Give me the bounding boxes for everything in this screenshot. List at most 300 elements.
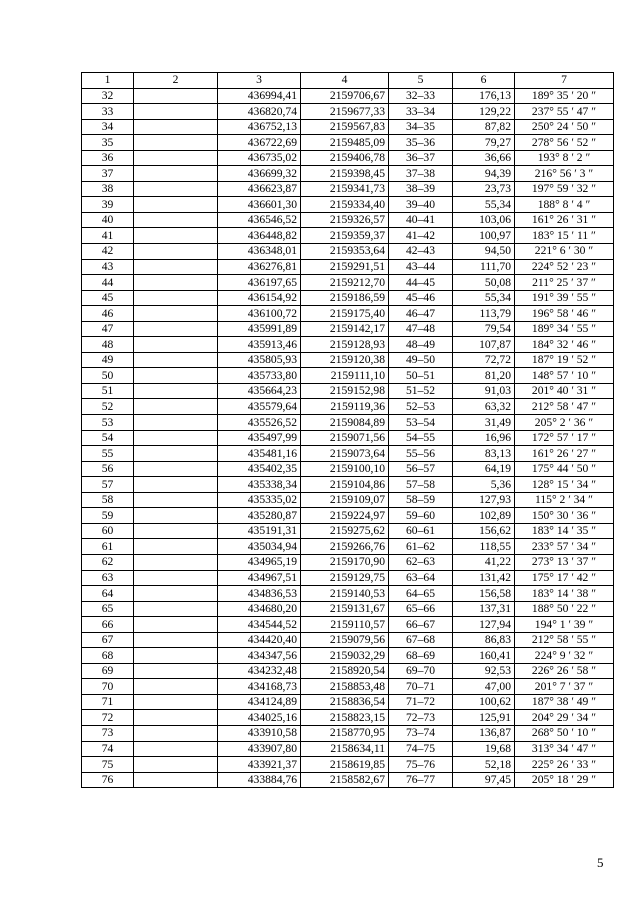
direction-angle-cell: 313° 34 ′ 47 ″ (515, 741, 614, 757)
x-coordinate-cell: 434544,52 (218, 617, 301, 633)
y-coordinate-cell: 2159359,37 (301, 228, 389, 244)
table-row (82, 617, 614, 633)
empty-cell (134, 415, 218, 431)
x-coordinate-cell: 434124,89 (218, 694, 301, 710)
segment-cell: 50–51 (389, 368, 453, 384)
x-coordinate-cell: 436722,69 (218, 135, 301, 151)
direction-angle-cell: 237° 55 ′ 47 ″ (515, 104, 614, 120)
empty-cell (134, 259, 218, 275)
y-coordinate-cell: 2159129,75 (301, 570, 389, 586)
direction-angle-cell: 278° 56 ′ 52 ″ (515, 135, 614, 151)
x-coordinate-cell: 435805,93 (218, 352, 301, 368)
x-coordinate-cell: 435191,31 (218, 523, 301, 539)
table-row (82, 321, 614, 337)
segment-cell: 35–36 (389, 135, 453, 151)
y-coordinate-cell: 2159341,73 (301, 181, 389, 197)
y-coordinate-cell: 2159186,59 (301, 290, 389, 306)
table-row (82, 679, 614, 695)
table-row (82, 88, 614, 104)
segment-cell: 56–57 (389, 461, 453, 477)
length-cell: 5,36 (453, 477, 515, 493)
y-coordinate-cell: 2159224,97 (301, 508, 389, 524)
point-number-cell: 63 (82, 570, 134, 586)
point-number-cell: 51 (82, 383, 134, 399)
page-number: 5 (597, 855, 604, 870)
direction-angle-cell: 224° 52 ′ 23 ″ (515, 259, 614, 275)
length-cell: 41,22 (453, 554, 515, 570)
segment-cell: 57–58 (389, 477, 453, 493)
y-coordinate-cell: 2158770,95 (301, 725, 389, 741)
length-cell: 136,87 (453, 725, 515, 741)
point-number-cell: 67 (82, 632, 134, 648)
y-coordinate-cell: 2159032,29 (301, 648, 389, 664)
y-coordinate-cell: 2159079,56 (301, 632, 389, 648)
direction-angle-cell: 188° 50 ′ 22 ″ (515, 601, 614, 617)
table-row (82, 166, 614, 182)
y-coordinate-cell: 2158853,48 (301, 679, 389, 695)
segment-cell: 47–48 (389, 321, 453, 337)
length-cell: 72,72 (453, 352, 515, 368)
x-coordinate-cell: 436100,72 (218, 306, 301, 322)
segment-cell: 39–40 (389, 197, 453, 213)
length-cell: 137,31 (453, 601, 515, 617)
empty-cell (134, 477, 218, 493)
segment-cell: 73–74 (389, 725, 453, 741)
y-coordinate-cell: 2159398,45 (301, 166, 389, 182)
point-number-cell: 74 (82, 741, 134, 757)
x-coordinate-cell: 436699,32 (218, 166, 301, 182)
segment-cell: 69–70 (389, 663, 453, 679)
x-coordinate-cell: 436601,30 (218, 197, 301, 213)
length-cell: 83,13 (453, 446, 515, 462)
direction-angle-cell: 225° 26 ′ 33 ″ (515, 757, 614, 773)
point-number-cell: 69 (82, 663, 134, 679)
segment-cell: 58–59 (389, 492, 453, 508)
direction-angle-cell: 212° 58 ′ 47 ″ (515, 399, 614, 415)
direction-angle-cell: 184° 32 ′ 46 ″ (515, 337, 614, 353)
empty-cell (134, 150, 218, 166)
point-number-cell: 39 (82, 197, 134, 213)
segment-cell: 52–53 (389, 399, 453, 415)
length-cell: 31,49 (453, 415, 515, 431)
y-coordinate-cell: 2159100,10 (301, 461, 389, 477)
table-row (82, 181, 614, 197)
table-row (82, 150, 614, 166)
segment-cell: 34–35 (389, 119, 453, 135)
x-coordinate-cell: 436448,82 (218, 228, 301, 244)
y-coordinate-cell: 2159406,78 (301, 150, 389, 166)
y-coordinate-cell: 2159567,83 (301, 119, 389, 135)
y-coordinate-cell: 2159677,33 (301, 104, 389, 120)
column-header-4: 4 (301, 73, 389, 89)
direction-angle-cell: 197° 59 ′ 32 ″ (515, 181, 614, 197)
table-row (82, 492, 614, 508)
point-number-cell: 53 (82, 415, 134, 431)
empty-cell (134, 632, 218, 648)
point-number-cell: 56 (82, 461, 134, 477)
empty-cell (134, 492, 218, 508)
table-row (82, 290, 614, 306)
length-cell: 81,20 (453, 368, 515, 384)
direction-angle-cell: 273° 13 ′ 37 ″ (515, 554, 614, 570)
segment-cell: 49–50 (389, 352, 453, 368)
direction-angle-cell: 150° 30 ′ 36 ″ (515, 508, 614, 524)
x-coordinate-cell: 436276,81 (218, 259, 301, 275)
length-cell: 91,03 (453, 383, 515, 399)
table-row (82, 212, 614, 228)
y-coordinate-cell: 2158920,54 (301, 663, 389, 679)
segment-cell: 59–60 (389, 508, 453, 524)
direction-angle-cell: 268° 50 ′ 10 ″ (515, 725, 614, 741)
direction-angle-cell: 183° 14 ′ 35 ″ (515, 523, 614, 539)
y-coordinate-cell: 2159140,53 (301, 586, 389, 602)
point-number-cell: 72 (82, 710, 134, 726)
direction-angle-cell: 211° 25 ′ 37 ″ (515, 275, 614, 291)
x-coordinate-cell: 436735,02 (218, 150, 301, 166)
y-coordinate-cell: 2159111,10 (301, 368, 389, 384)
length-cell: 86,83 (453, 632, 515, 648)
point-number-cell: 73 (82, 725, 134, 741)
direction-angle-cell: 224° 9 ′ 32 ″ (515, 648, 614, 664)
table-row (82, 554, 614, 570)
segment-cell: 51–52 (389, 383, 453, 399)
x-coordinate-cell: 434232,48 (218, 663, 301, 679)
table-row (82, 244, 614, 260)
empty-cell (134, 244, 218, 260)
length-cell: 55,34 (453, 290, 515, 306)
point-number-cell: 35 (82, 135, 134, 151)
empty-cell (134, 104, 218, 120)
point-number-cell: 43 (82, 259, 134, 275)
y-coordinate-cell: 2159131,67 (301, 601, 389, 617)
table-row (82, 337, 614, 353)
x-coordinate-cell: 433921,37 (218, 757, 301, 773)
segment-cell: 67–68 (389, 632, 453, 648)
y-coordinate-cell: 2159706,67 (301, 88, 389, 104)
y-coordinate-cell: 2159071,56 (301, 430, 389, 446)
x-coordinate-cell: 434168,73 (218, 679, 301, 695)
length-cell: 50,08 (453, 275, 515, 291)
y-coordinate-cell: 2159175,40 (301, 306, 389, 322)
direction-angle-cell: 201° 40 ′ 31 ″ (515, 383, 614, 399)
segment-cell: 38–39 (389, 181, 453, 197)
direction-angle-cell: 193° 8 ′ 2 ″ (515, 150, 614, 166)
length-cell: 79,54 (453, 321, 515, 337)
x-coordinate-cell: 436623,87 (218, 181, 301, 197)
point-number-cell: 37 (82, 166, 134, 182)
column-header-2: 2 (134, 73, 218, 89)
table-header-row (82, 73, 614, 89)
direction-angle-cell: 161° 26 ′ 27 ″ (515, 446, 614, 462)
segment-cell: 33–34 (389, 104, 453, 120)
x-coordinate-cell: 435526,52 (218, 415, 301, 431)
table-row (82, 399, 614, 415)
direction-angle-cell: 221° 6 ′ 30 ″ (515, 244, 614, 260)
segment-cell: 72–73 (389, 710, 453, 726)
table-row (82, 306, 614, 322)
table-row (82, 446, 614, 462)
direction-angle-cell: 187° 38 ′ 49 ″ (515, 694, 614, 710)
segment-cell: 70–71 (389, 679, 453, 695)
x-coordinate-cell: 436752,13 (218, 119, 301, 135)
table-row (82, 648, 614, 664)
length-cell: 16,96 (453, 430, 515, 446)
empty-cell (134, 368, 218, 384)
x-coordinate-cell: 436994,41 (218, 88, 301, 104)
segment-cell: 76–77 (389, 772, 453, 788)
empty-cell (134, 88, 218, 104)
point-number-cell: 41 (82, 228, 134, 244)
direction-angle-cell: 188° 8 ′ 4 ″ (515, 197, 614, 213)
table-row (82, 275, 614, 291)
direction-angle-cell: 183° 14 ′ 38 ″ (515, 586, 614, 602)
y-coordinate-cell: 2158619,85 (301, 757, 389, 773)
direction-angle-cell: 216° 56 ′ 3 ″ (515, 166, 614, 182)
x-coordinate-cell: 436348,01 (218, 244, 301, 260)
segment-cell: 75–76 (389, 757, 453, 773)
direction-angle-cell: 205° 18 ′ 29 ″ (515, 772, 614, 788)
length-cell: 156,58 (453, 586, 515, 602)
segment-cell: 32–33 (389, 88, 453, 104)
table-row (82, 741, 614, 757)
empty-cell (134, 337, 218, 353)
length-cell: 94,39 (453, 166, 515, 182)
direction-angle-cell: 250° 24 ′ 50 ″ (515, 119, 614, 135)
y-coordinate-cell: 2158582,67 (301, 772, 389, 788)
y-coordinate-cell: 2159291,51 (301, 259, 389, 275)
point-number-cell: 45 (82, 290, 134, 306)
empty-cell (134, 508, 218, 524)
point-number-cell: 42 (82, 244, 134, 260)
empty-cell (134, 601, 218, 617)
direction-angle-cell: 187° 19 ′ 52 ″ (515, 352, 614, 368)
table-row (82, 586, 614, 602)
direction-angle-cell: 196° 58 ′ 46 ″ (515, 306, 614, 322)
segment-cell: 55–56 (389, 446, 453, 462)
length-cell: 100,97 (453, 228, 515, 244)
length-cell: 23,73 (453, 181, 515, 197)
x-coordinate-cell: 434965,19 (218, 554, 301, 570)
y-coordinate-cell: 2159266,76 (301, 539, 389, 555)
empty-cell (134, 399, 218, 415)
table-row (82, 430, 614, 446)
empty-cell (134, 554, 218, 570)
point-number-cell: 54 (82, 430, 134, 446)
point-number-cell: 76 (82, 772, 134, 788)
empty-cell (134, 275, 218, 291)
column-header-3: 3 (218, 73, 301, 89)
length-cell: 129,22 (453, 104, 515, 120)
direction-angle-cell: 128° 15 ′ 34 ″ (515, 477, 614, 493)
point-number-cell: 55 (82, 446, 134, 462)
y-coordinate-cell: 2159212,70 (301, 275, 389, 291)
length-cell: 64,19 (453, 461, 515, 477)
point-number-cell: 75 (82, 757, 134, 773)
segment-cell: 62–63 (389, 554, 453, 570)
point-number-cell: 44 (82, 275, 134, 291)
segment-cell: 40–41 (389, 212, 453, 228)
empty-cell (134, 446, 218, 462)
point-number-cell: 65 (82, 601, 134, 617)
length-cell: 55,34 (453, 197, 515, 213)
x-coordinate-cell: 434420,40 (218, 632, 301, 648)
point-number-cell: 59 (82, 508, 134, 524)
table-body (82, 88, 614, 788)
length-cell: 79,27 (453, 135, 515, 151)
column-header-1: 1 (82, 73, 134, 89)
direction-angle-cell: 191° 39 ′ 55 ″ (515, 290, 614, 306)
empty-cell (134, 212, 218, 228)
y-coordinate-cell: 2159152,98 (301, 383, 389, 399)
x-coordinate-cell: 436546,52 (218, 212, 301, 228)
length-cell: 176,13 (453, 88, 515, 104)
segment-cell: 43–44 (389, 259, 453, 275)
point-number-cell: 71 (82, 694, 134, 710)
empty-cell (134, 663, 218, 679)
x-coordinate-cell: 435497,99 (218, 430, 301, 446)
direction-angle-cell: 233° 57 ′ 34 ″ (515, 539, 614, 555)
x-coordinate-cell: 434025,16 (218, 710, 301, 726)
x-coordinate-cell: 435280,87 (218, 508, 301, 524)
table-row (82, 259, 614, 275)
x-coordinate-cell: 436197,65 (218, 275, 301, 291)
segment-cell: 66–67 (389, 617, 453, 633)
segment-cell: 36–37 (389, 150, 453, 166)
x-coordinate-cell: 436820,74 (218, 104, 301, 120)
x-coordinate-cell: 436154,92 (218, 290, 301, 306)
direction-angle-cell: 189° 34 ′ 55 ″ (515, 321, 614, 337)
y-coordinate-cell: 2158634,11 (301, 741, 389, 757)
direction-angle-cell: 194° 1 ′ 39 ″ (515, 617, 614, 633)
point-number-cell: 70 (82, 679, 134, 695)
length-cell: 125,91 (453, 710, 515, 726)
length-cell: 36,66 (453, 150, 515, 166)
direction-angle-cell: 161° 26 ′ 31 ″ (515, 212, 614, 228)
column-header-6: 6 (453, 73, 515, 89)
x-coordinate-cell: 435991,89 (218, 321, 301, 337)
empty-cell (134, 725, 218, 741)
length-cell: 160,41 (453, 648, 515, 664)
table-row (82, 523, 614, 539)
table-row (82, 228, 614, 244)
point-number-cell: 46 (82, 306, 134, 322)
direction-angle-cell: 183° 15 ′ 11 ″ (515, 228, 614, 244)
empty-cell (134, 197, 218, 213)
length-cell: 97,45 (453, 772, 515, 788)
table-row (82, 461, 614, 477)
x-coordinate-cell: 435034,94 (218, 539, 301, 555)
point-number-cell: 62 (82, 554, 134, 570)
segment-cell: 63–64 (389, 570, 453, 586)
segment-cell: 45–46 (389, 290, 453, 306)
segment-cell: 42–43 (389, 244, 453, 260)
table-row (82, 477, 614, 493)
length-cell: 19,68 (453, 741, 515, 757)
x-coordinate-cell: 435335,02 (218, 492, 301, 508)
empty-cell (134, 119, 218, 135)
segment-cell: 60–61 (389, 523, 453, 539)
y-coordinate-cell: 2159170,90 (301, 554, 389, 570)
segment-cell: 65–66 (389, 601, 453, 617)
point-number-cell: 64 (82, 586, 134, 602)
point-number-cell: 52 (82, 399, 134, 415)
table-row (82, 757, 614, 773)
point-number-cell: 49 (82, 352, 134, 368)
coordinates-table (81, 72, 614, 788)
x-coordinate-cell: 435664,23 (218, 383, 301, 399)
length-cell: 87,82 (453, 119, 515, 135)
length-cell: 100,62 (453, 694, 515, 710)
point-number-cell: 33 (82, 104, 134, 120)
x-coordinate-cell: 434680,20 (218, 601, 301, 617)
length-cell: 127,94 (453, 617, 515, 633)
table-row (82, 104, 614, 120)
segment-cell: 71–72 (389, 694, 453, 710)
length-cell: 127,93 (453, 492, 515, 508)
point-number-cell: 57 (82, 477, 134, 493)
empty-cell (134, 741, 218, 757)
x-coordinate-cell: 433907,80 (218, 741, 301, 757)
length-cell: 103,06 (453, 212, 515, 228)
point-number-cell: 40 (82, 212, 134, 228)
segment-cell: 54–55 (389, 430, 453, 446)
direction-angle-cell: 175° 44 ′ 50 ″ (515, 461, 614, 477)
empty-cell (134, 135, 218, 151)
empty-cell (134, 570, 218, 586)
table-row (82, 539, 614, 555)
segment-cell: 64–65 (389, 586, 453, 602)
table-row (82, 663, 614, 679)
x-coordinate-cell: 435579,64 (218, 399, 301, 415)
length-cell: 156,62 (453, 523, 515, 539)
table-row (82, 352, 614, 368)
empty-cell (134, 383, 218, 399)
y-coordinate-cell: 2159109,07 (301, 492, 389, 508)
empty-cell (134, 679, 218, 695)
point-number-cell: 50 (82, 368, 134, 384)
table-row (82, 368, 614, 384)
segment-cell: 48–49 (389, 337, 453, 353)
empty-cell (134, 166, 218, 182)
empty-cell (134, 539, 218, 555)
x-coordinate-cell: 435402,35 (218, 461, 301, 477)
table-row (82, 415, 614, 431)
direction-angle-cell: 172° 57 ′ 17 ″ (515, 430, 614, 446)
direction-angle-cell: 189° 35 ′ 20 ″ (515, 88, 614, 104)
x-coordinate-cell: 433910,58 (218, 725, 301, 741)
y-coordinate-cell: 2159104,86 (301, 477, 389, 493)
point-number-cell: 32 (82, 88, 134, 104)
y-coordinate-cell: 2159128,93 (301, 337, 389, 353)
table-row (82, 772, 614, 788)
table-row (82, 601, 614, 617)
point-number-cell: 60 (82, 523, 134, 539)
column-header-5: 5 (389, 73, 453, 89)
y-coordinate-cell: 2158836,54 (301, 694, 389, 710)
length-cell: 131,42 (453, 570, 515, 586)
empty-cell (134, 228, 218, 244)
length-cell: 63,32 (453, 399, 515, 415)
segment-cell: 61–62 (389, 539, 453, 555)
y-coordinate-cell: 2159275,62 (301, 523, 389, 539)
empty-cell (134, 352, 218, 368)
empty-cell (134, 290, 218, 306)
point-number-cell: 58 (82, 492, 134, 508)
empty-cell (134, 306, 218, 322)
direction-angle-cell: 226° 26 ′ 58 ″ (515, 663, 614, 679)
empty-cell (134, 523, 218, 539)
table-row (82, 383, 614, 399)
